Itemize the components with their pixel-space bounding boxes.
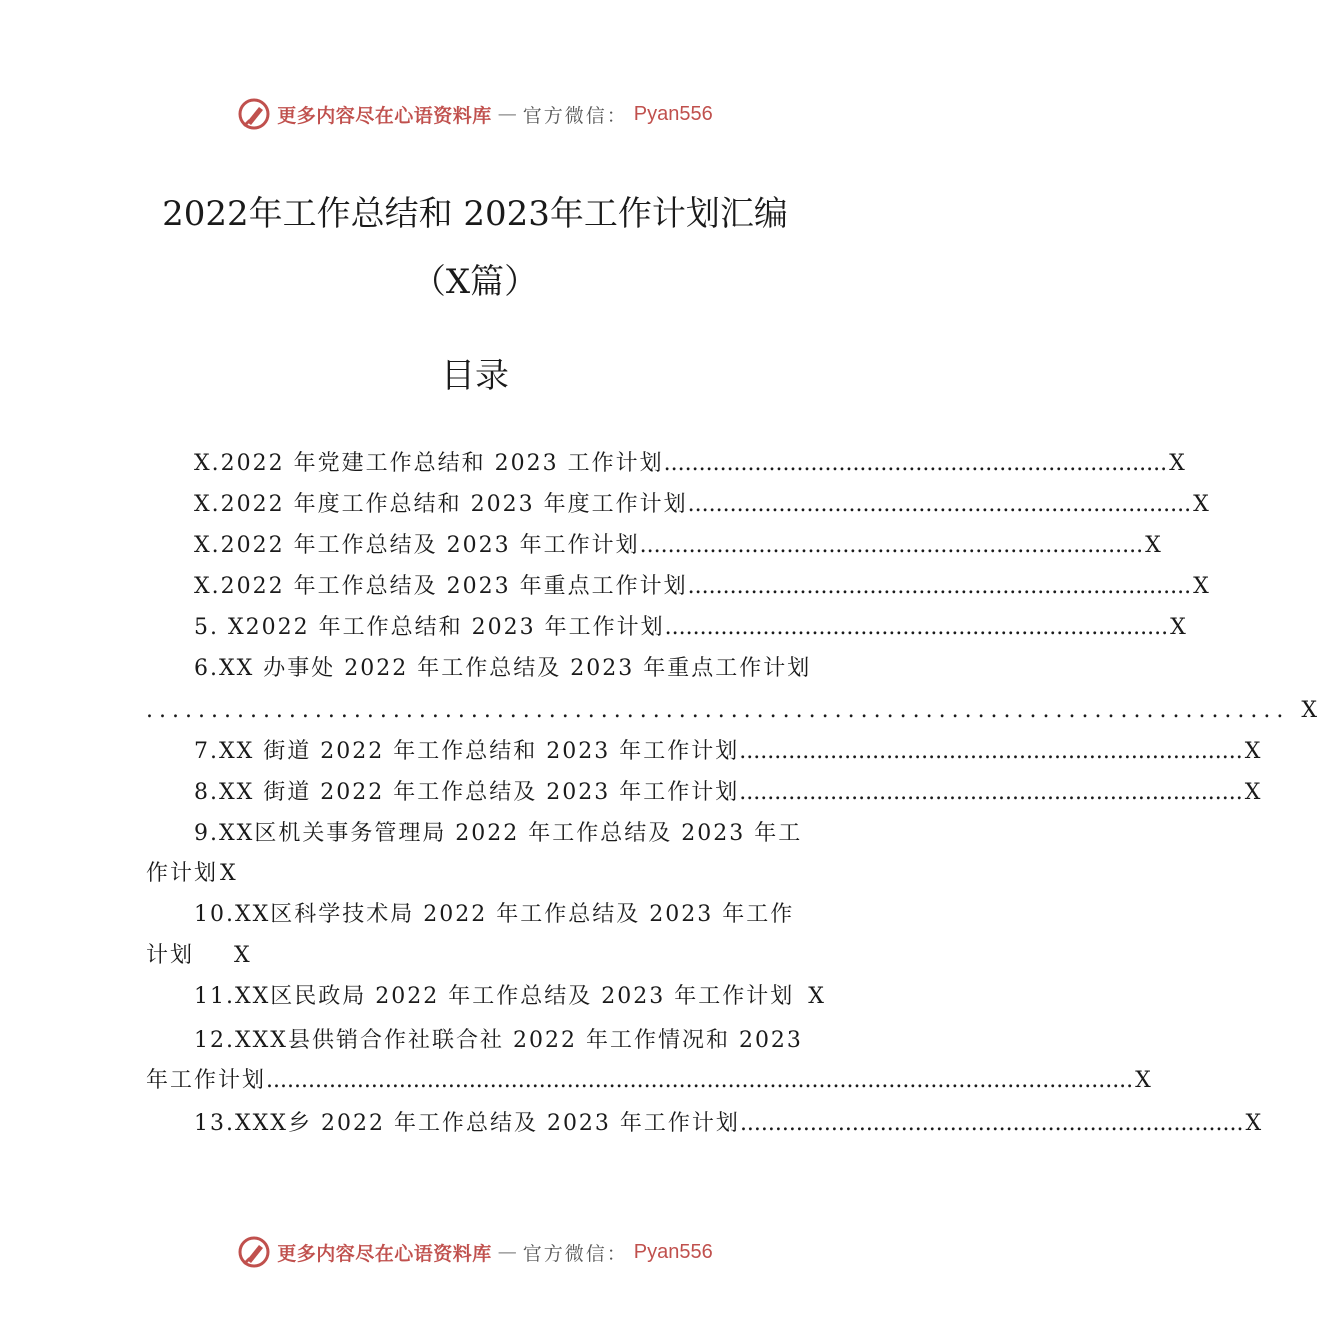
toc-heading: 目录 [441,356,509,396]
toc-entry[interactable] [194,735,1261,769]
pen-nib-logo-icon [237,1235,271,1269]
toc-entry[interactable] [194,570,1209,604]
toc-entry[interactable] [194,488,1209,522]
toc-entry-text: 5. X2022 年工作总结和 2023 年工作计划 [194,615,665,640]
watermark-dash: — [497,103,517,125]
toc-entry-text: 8.XX 街道 2022 年工作总结及 2023 年工作计划 [194,780,740,805]
toc-leader: ........................................................................................ [146,698,1290,723]
toc-entry-text: 10.XX区科学技术局 2022 年工作总结及 2023 年工作 [194,902,795,927]
watermark-banner-top [0,94,950,134]
toc-page-number: X [1170,615,1186,640]
toc-entry-text: X.2022 年工作总结及 2023 年重点工作计划 [194,574,688,599]
toc-page-number: X [1193,492,1209,517]
toc-entry[interactable] [194,898,804,932]
document-title: 2022年工作总结和 2023年工作计划汇编 [162,194,788,234]
document-subtitle: （X篇） [411,262,539,302]
toc-page-number: X [1145,533,1161,558]
toc-entry-text: 作计划 [146,861,219,886]
toc-leader: ........................................................................ [739,780,1243,805]
toc-entry-text: 9.XX区机关事务管理局 2022 年工作总结及 2023 年工 [194,821,803,846]
toc-leader: ............................................................................................................................ [266,1068,1134,1093]
pen-nib-logo-icon [237,97,271,131]
toc-page-number: X [1135,1068,1151,1093]
toc-page-number: X [220,861,236,886]
toc-page-number: X [1245,1111,1262,1136]
toc-entry-text: 11.XX区民政局 2022 年工作总结及 2023 年工作计划 [194,984,795,1009]
watermark-text: 更多内容尽在心语资料库 [277,104,492,127]
toc-entry[interactable] [194,611,1186,645]
toc-leader: ........................................................................ [664,615,1169,640]
toc-leader: ........................................................................ [687,492,1192,517]
watermark-wechat-id: Pyan556 [633,102,713,125]
toc-page-number: X [1193,574,1209,599]
toc-page-number: X [1244,739,1261,764]
toc-entry-text: 13.XXX乡 2022 年工作总结及 2023 年工作计划 [194,1111,740,1136]
toc-leader: ........................................................................ [687,574,1192,599]
toc-entry[interactable] [194,980,824,1014]
watermark-text: 更多内容尽在心语资料库 [277,1242,492,1265]
toc-page-number: X [1301,698,1317,723]
toc-entry-continuation[interactable] [146,1064,1151,1098]
toc-entry[interactable] [194,1024,814,1058]
toc-leader: ........................................................................ [663,451,1168,476]
watermark-dash: — [497,1241,517,1263]
toc-entry-continuation[interactable] [146,694,1317,728]
toc-entry[interactable] [194,776,1261,810]
toc-page-number: X [1169,451,1185,476]
toc-page-number: X [1244,780,1261,805]
toc-entry-continuation[interactable] [146,857,446,891]
watermark-label: 官方微信： [522,104,628,127]
toc-entry-continuation[interactable] [146,939,446,973]
toc-entry[interactable] [194,652,810,686]
toc-entry-text: 年工作计划 [146,1068,267,1093]
toc-entry-text: 12.XXX县供销合作社联合社 2022 年工作情况和 2023 [194,1028,803,1053]
toc-entry-text: 7.XX 街道 2022 年工作总结和 2023 年工作计划 [194,739,740,764]
toc-entry-text: X.2022 年工作总结及 2023 年工作计划 [194,533,640,558]
toc-entry[interactable] [194,1107,1262,1141]
toc-entry[interactable] [194,447,1185,481]
watermark-label: 官方微信： [522,1242,628,1265]
toc-entry-text: X.2022 年党建工作总结和 2023 工作计划 [194,451,664,476]
toc-entry[interactable] [194,529,1161,563]
watermark-banner-bottom [0,1232,950,1272]
toc-entry-text: 6.XX 办事处 2022 年工作总结及 2023 年重点工作计划 [194,656,812,681]
watermark-wechat-id: Pyan556 [633,1240,713,1263]
toc-entry-text: X.2022 年度工作总结和 2023 年度工作计划 [194,492,688,517]
toc-page-number: X [234,943,250,968]
toc-leader: ........................................................................ [739,739,1243,764]
toc-leader: ........................................................................ [739,1111,1244,1136]
toc-leader: ........................................................................ [639,533,1144,558]
toc-page-number: X [808,984,824,1009]
toc-entry[interactable] [194,817,804,851]
toc-entry-text: 计划 [146,943,195,968]
